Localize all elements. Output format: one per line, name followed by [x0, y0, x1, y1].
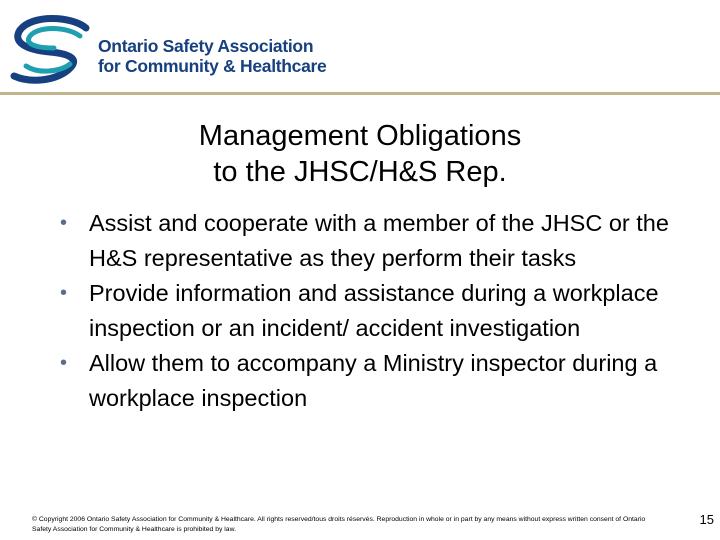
page-number: 15 — [699, 512, 714, 527]
organization-name-line-1: Ontario Safety Association — [98, 36, 314, 56]
copyright-notice: © Copyright 2006 Ontario Safety Association for Community & Healthcare. All rights reserved/tous droits réservés. Reproduction in whole or in part by any means without express written consent of Ontario Safety Association for Community & Healthcare is prohibited by law. — [32, 516, 646, 533]
bullet-item — [60, 276, 700, 346]
bullet-text: Allow them to accompany a Ministry inspector during a workplace inspection — [89, 350, 658, 411]
organization-logo — [10, 14, 327, 90]
slide-title-line-1: Management Obligations — [198, 120, 522, 152]
bullet-marker-icon: • — [60, 212, 68, 234]
bullet-marker-icon: • — [60, 282, 68, 304]
header-divider — [0, 92, 720, 95]
slide-title — [100, 118, 620, 190]
bullet-item — [60, 346, 700, 416]
bullet-text: Assist and cooperate with a member of the JHSC or the H&S representative as they perform their tasks — [89, 210, 669, 271]
slide-title-line-2: to the JHSC/H&S Rep. — [213, 156, 507, 188]
organization-name — [98, 36, 327, 76]
bullet-text: Provide information and assistance during a workplace inspection or an incident/ accident investigation — [89, 280, 659, 341]
bullet-item — [60, 206, 700, 276]
bullet-marker-icon: • — [60, 352, 68, 374]
bullet-list — [60, 206, 700, 416]
organization-name-line-2: for Community & Healthcare — [98, 56, 327, 76]
osach-swoosh-icon — [10, 14, 96, 90]
